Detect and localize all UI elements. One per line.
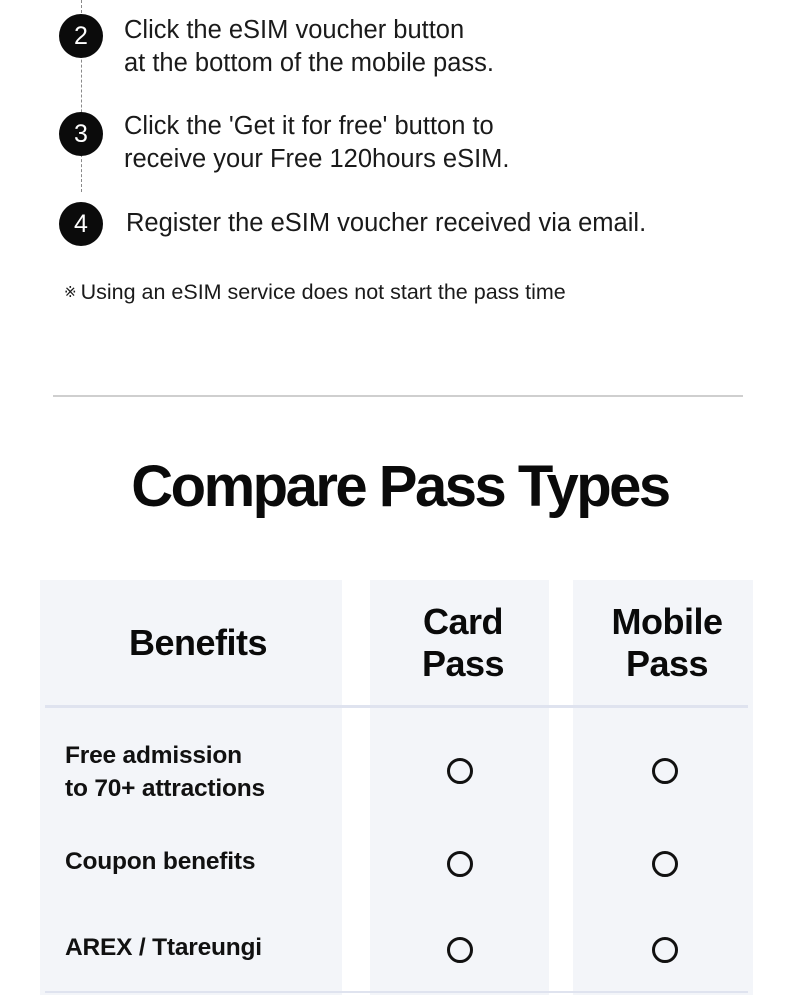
row-arex-line-1: AREX / Ttareungi: [65, 934, 262, 961]
section-divider: [53, 395, 743, 397]
step-4-line-1: Register the eSIM voucher received via email.: [126, 209, 647, 237]
step-4-badge: 4: [59, 202, 103, 246]
step-4-text: [126, 207, 646, 240]
row-free-admission-line-2: to 70+ attractions: [65, 775, 265, 802]
row-free-admission-line-1: Free admission: [65, 742, 242, 769]
mobile-pass-arex-circle-icon: [652, 937, 678, 963]
card-pass-header-line-2: Pass: [421, 642, 505, 684]
reference-mark-icon: ※: [64, 284, 77, 301]
step-2-line-2: at the bottom of the mobile pass.: [124, 49, 494, 77]
step-3-line-2: receive your Free 120hours eSIM.: [124, 145, 510, 173]
row-coupon-line-1: Coupon benefits: [65, 848, 256, 875]
mobile-pass-header-line-2: Pass: [625, 642, 709, 684]
esim-note: [64, 278, 566, 307]
step-2-line-1: Click the eSIM voucher button: [124, 16, 465, 44]
compare-title: Compare Pass Types: [131, 454, 669, 519]
step-3-text: [124, 110, 510, 176]
row-arex-label: [65, 931, 262, 964]
mobile-pass-header-line-1: Mobile: [611, 600, 723, 642]
step-3-badge: 3: [59, 112, 103, 156]
card-pass-free-admission-circle-icon: [447, 758, 473, 784]
step-2-badge: 2: [59, 14, 103, 58]
mobile-pass-header: [573, 580, 761, 705]
mobile-pass-coupon-circle-icon: [652, 851, 678, 877]
step-2-text: [124, 14, 494, 80]
compare-table: [0, 580, 800, 995]
row-free-admission-label: [65, 739, 265, 805]
table-bottom-rule: [45, 991, 748, 993]
card-pass-coupon-circle-icon: [447, 851, 473, 877]
step-3-line-1: Click the 'Get it for free' button to: [124, 112, 494, 140]
esim-steps: [0, 0, 800, 320]
mobile-pass-free-admission-circle-icon: [652, 758, 678, 784]
benefits-header: [40, 580, 356, 705]
table-header-rule: [45, 705, 748, 708]
esim-note-text: Using an eSIM service does not start the pass time: [80, 280, 566, 304]
card-pass-header: [370, 580, 556, 705]
benefits-header-label: Benefits: [128, 621, 268, 663]
row-coupon-label: [65, 845, 255, 878]
card-pass-arex-circle-icon: [447, 937, 473, 963]
card-pass-header-line-1: Card: [422, 600, 503, 642]
